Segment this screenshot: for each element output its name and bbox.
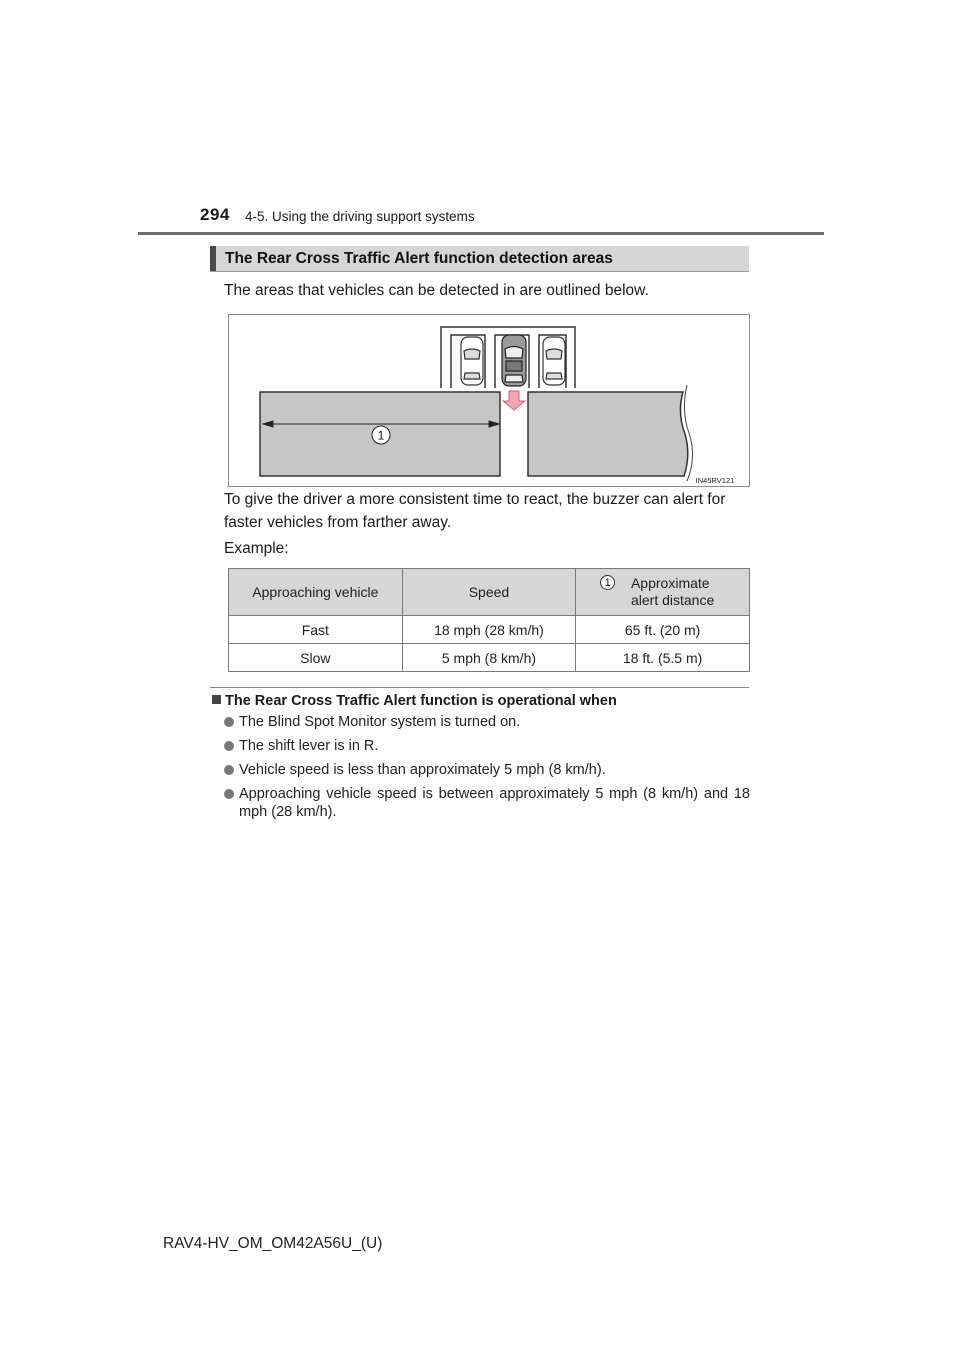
section-heading — [210, 246, 749, 272]
right-detection-area — [528, 392, 688, 476]
header-approaching-vehicle: Approaching vehicle — [229, 569, 403, 616]
list-item — [224, 737, 750, 755]
example-table — [228, 568, 750, 672]
cell-speed: 5 mph (8 km/h) — [402, 644, 576, 672]
square-bullet-icon — [212, 695, 221, 704]
bullet-dot-icon — [224, 789, 234, 799]
distance-callout-marker — [372, 426, 390, 444]
footer-document-code: RAV4-HV_OM_OM42A56U_(U) — [163, 1235, 383, 1252]
header-alert-distance — [576, 569, 750, 616]
cell-distance: 18 ft. (5.5 m) — [576, 644, 750, 672]
buzzer-explanation-paragraph: To give the driver a more consistent time to react, the buzzer can alert for faster vehicles from farther away. — [224, 491, 726, 531]
intro-text: The areas that vehicles can be detected in are outlined below. — [224, 282, 649, 299]
list-item-text: The Blind Spot Monitor system is turned on. — [239, 714, 521, 730]
notes-divider — [210, 687, 749, 688]
notes-heading — [212, 693, 617, 709]
figure-code: IN45RV121 — [695, 476, 735, 485]
parked-car-left-icon — [461, 337, 483, 385]
detection-area-figure — [228, 314, 750, 487]
list-item — [224, 785, 750, 821]
figure-callout-number: 1 — [377, 428, 385, 443]
example-label: Example: — [224, 540, 289, 557]
cell-vehicle: Slow — [229, 644, 403, 672]
header-distance-line1: Approximate — [630, 575, 710, 591]
list-item — [224, 713, 750, 731]
list-item-text: The shift lever is in R. — [239, 738, 379, 754]
bullet-dot-icon — [224, 765, 234, 775]
heading-accent-bar — [210, 246, 216, 271]
bullet-dot-icon — [224, 741, 234, 751]
table-row — [229, 616, 750, 644]
section-title: 4-5. Using the driving support systems — [245, 209, 475, 224]
table-header-row — [229, 569, 750, 616]
list-item-text: Vehicle speed is less than approximately 5 mph (8 km/h). — [239, 762, 606, 778]
header-distance-line2: alert distance — [630, 592, 715, 608]
section-heading-text: The Rear Cross Traffic Alert function detection areas — [225, 250, 613, 267]
parked-car-right-icon — [543, 337, 565, 385]
cell-speed: 18 mph (28 km/h) — [402, 616, 576, 644]
table-row — [229, 644, 750, 672]
cell-distance: 65 ft. (20 m) — [576, 616, 750, 644]
own-vehicle-icon — [502, 335, 526, 386]
header-callout-number: 1 — [600, 575, 615, 590]
notes-heading-text: The Rear Cross Traffic Alert function is operational when — [225, 693, 617, 709]
list-item — [224, 761, 750, 779]
list-item-text: Approaching vehicle speed is between approximately 5 mph (8 km/h) and 18 mph (28 km/h). — [239, 786, 750, 820]
page-number: 294 — [200, 205, 230, 224]
bullet-dot-icon — [224, 717, 234, 727]
header-rule — [138, 232, 824, 235]
cell-vehicle: Fast — [229, 616, 403, 644]
header-speed: Speed — [402, 569, 576, 616]
reverse-direction-arrow — [503, 391, 525, 410]
